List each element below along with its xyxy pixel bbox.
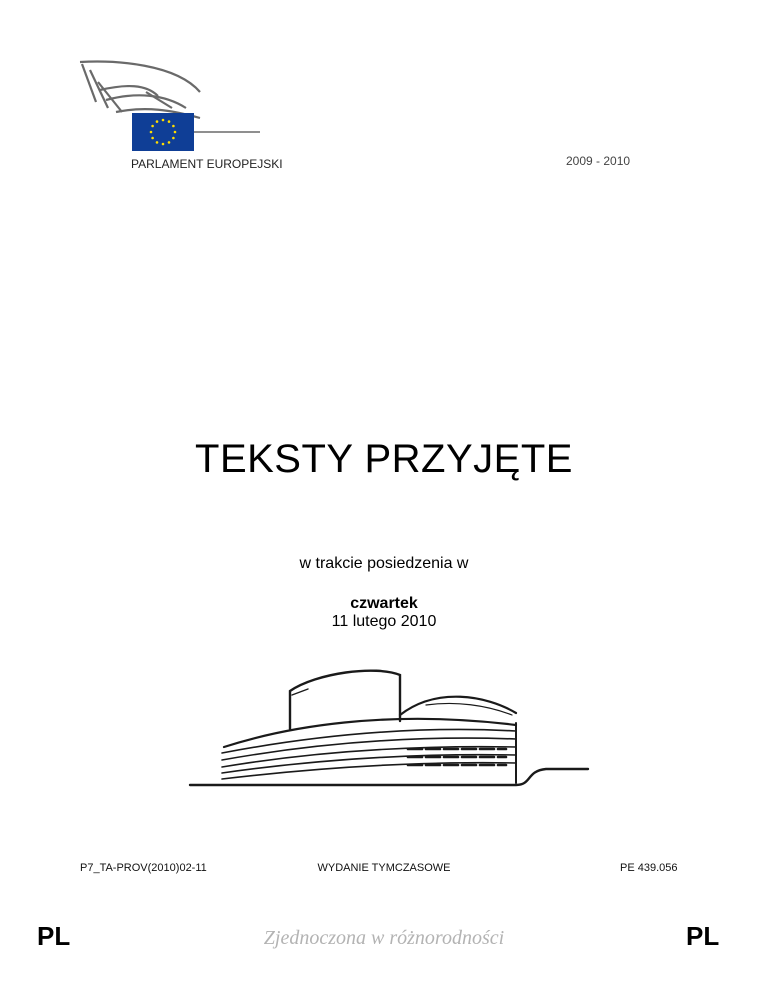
session-day: czwartek [350,595,418,612]
edition-label: WYDANIE TYMCZASOWE [317,862,451,874]
parliament-building-illustration [186,665,592,797]
session-date: 11 lutego 2010 [331,613,437,630]
parliamentary-term: 2009 - 2010 [566,154,631,168]
document-reference: P7_TA-PROV(2010)02-11 [80,862,207,874]
organization-name: PARLAMENT EUROPEJSKI [131,157,283,171]
european-parliament-logo [76,56,266,156]
eu-motto: Zjednoczona w różnorodności [263,927,505,949]
language-code-left: PL [37,921,71,951]
pe-reference: PE 439.056 [620,862,678,874]
eu-flag [132,113,194,151]
document-title: TEKSTY PRZYJĘTE [195,437,573,481]
session-intro: w trakcie posiedzenia w [299,555,469,572]
language-code-right: PL [686,921,720,951]
